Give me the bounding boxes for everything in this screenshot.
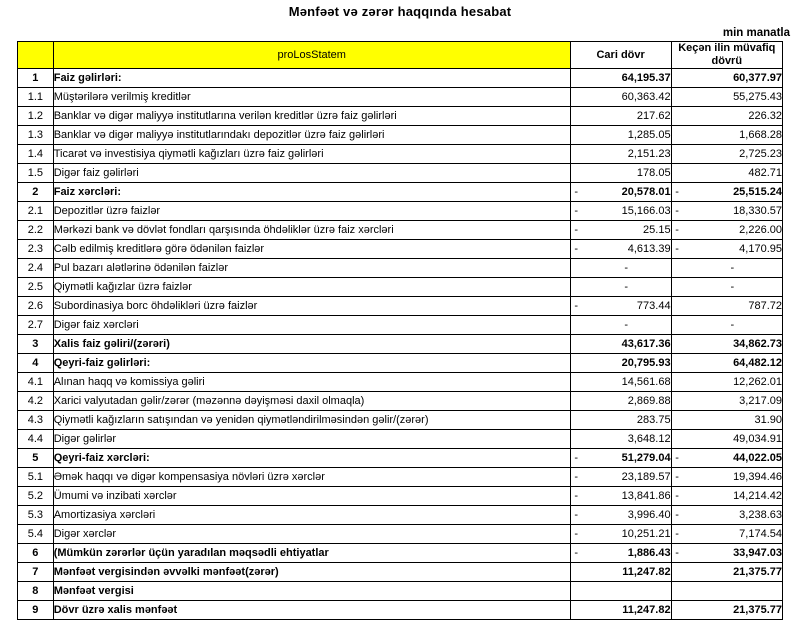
table-row <box>18 411 783 430</box>
previous-period-value: 226.32 <box>683 107 783 126</box>
row-label: Alınan haqq və komissiya gəliri <box>53 373 570 392</box>
table-row <box>18 506 783 525</box>
row-label: Mənfəət vergisi <box>53 582 570 601</box>
previous-period-sign: - <box>671 506 683 525</box>
current-period-sign <box>570 335 582 354</box>
table-row <box>18 373 783 392</box>
row-label: Qiymətli kağızlar üzrə faizlər <box>53 278 570 297</box>
row-label: Ticarət və investisiya qiymətli kağızları üzrə faiz gəlirləri <box>53 145 570 164</box>
table-row <box>18 354 783 373</box>
row-label: Xalis faiz gəliri/(zərəri) <box>53 335 570 354</box>
row-label: Faiz gəlirləri: <box>53 69 570 88</box>
current-period-value: 2,151.23 <box>582 145 671 164</box>
previous-period-value: - <box>683 316 783 335</box>
row-number: 2.1 <box>18 202 54 221</box>
row-label: Digər faiz gəlirləri <box>53 164 570 183</box>
previous-period-value: 4,170.95 <box>683 240 783 259</box>
row-number: 4.4 <box>18 430 54 449</box>
previous-period-sign <box>671 69 683 88</box>
profit-loss-table <box>17 41 783 620</box>
previous-period-value: 33,947.03 <box>683 544 783 563</box>
row-label: Əmək haqqı və digər kompensasiya növləri üzrə xərclər <box>53 468 570 487</box>
row-number: 5.3 <box>18 506 54 525</box>
current-period-value: 14,561.68 <box>582 373 671 392</box>
previous-period-sign <box>671 601 683 620</box>
current-period-sign: - <box>570 202 582 221</box>
header-current-period: Cari dövr <box>570 42 671 69</box>
table-row <box>18 468 783 487</box>
row-number: 2.2 <box>18 221 54 240</box>
previous-period-sign <box>671 335 683 354</box>
row-number: 2.5 <box>18 278 54 297</box>
previous-period-sign <box>671 392 683 411</box>
current-period-value: - <box>582 259 671 278</box>
previous-period-value: 787.72 <box>683 297 783 316</box>
current-period-value: 217.62 <box>582 107 671 126</box>
current-period-value: 51,279.04 <box>582 449 671 468</box>
current-period-value: 773.44 <box>582 297 671 316</box>
previous-period-sign <box>671 164 683 183</box>
previous-period-sign <box>671 411 683 430</box>
previous-period-sign <box>671 278 683 297</box>
previous-period-value: 3,238.63 <box>683 506 783 525</box>
row-number: 5.2 <box>18 487 54 506</box>
previous-period-sign <box>671 88 683 107</box>
row-number: 2.7 <box>18 316 54 335</box>
table-row <box>18 525 783 544</box>
current-period-sign: - <box>570 487 582 506</box>
current-period-sign <box>570 316 582 335</box>
row-number: 2.3 <box>18 240 54 259</box>
current-period-value: 15,166.03 <box>582 202 671 221</box>
previous-period-sign <box>671 316 683 335</box>
previous-period-sign <box>671 354 683 373</box>
row-label: Qeyri-faiz xərcləri: <box>53 449 570 468</box>
row-label: Mənfəət vergisindən əvvəlki mənfəət(zərər) <box>53 563 570 582</box>
row-number: 5.4 <box>18 525 54 544</box>
table-row <box>18 601 783 620</box>
current-period-value: 60,363.42 <box>582 88 671 107</box>
row-label: Cəlb edilmiş kreditlərə görə ödənilən faizlər <box>53 240 570 259</box>
current-period-sign <box>570 107 582 126</box>
previous-period-sign <box>671 582 683 601</box>
header-item-name: proLosStatem <box>53 42 570 69</box>
row-label: Banklar və digər maliyyə institutlarına verilən kreditlər üzrə faiz gəlirləri <box>53 107 570 126</box>
previous-period-sign: - <box>671 487 683 506</box>
previous-period-sign: - <box>671 525 683 544</box>
row-label: Mərkəzi bank və dövlət fondları qarşısında öhdəliklər üzrə faiz xərcləri <box>53 221 570 240</box>
previous-period-value: 14,214.42 <box>683 487 783 506</box>
table-row <box>18 392 783 411</box>
current-period-value: 3,648.12 <box>582 430 671 449</box>
header-row <box>18 42 783 69</box>
table-body <box>18 69 783 620</box>
row-label: Pul bazarı alətlərinə ödənilən faizlər <box>53 259 570 278</box>
current-period-value: - <box>582 278 671 297</box>
table-row <box>18 316 783 335</box>
table-row <box>18 107 783 126</box>
row-label: Digər faiz xərcləri <box>53 316 570 335</box>
previous-period-value: 55,275.43 <box>683 88 783 107</box>
previous-period-value: - <box>683 259 783 278</box>
current-period-value: 3,996.40 <box>582 506 671 525</box>
current-period-value: 11,247.82 <box>582 601 671 620</box>
previous-period-value: 1,668.28 <box>683 126 783 145</box>
current-period-sign <box>570 126 582 145</box>
row-label: (Mümkün zərərlər üçün yaradılan məqsədli ehtiyatlar <box>53 544 570 563</box>
table-row <box>18 430 783 449</box>
table-row <box>18 278 783 297</box>
current-period-sign <box>570 145 582 164</box>
row-number: 1 <box>18 69 54 88</box>
row-label: Ümumi və inzibati xərclər <box>53 487 570 506</box>
previous-period-value: 12,262.01 <box>683 373 783 392</box>
current-period-sign <box>570 411 582 430</box>
previous-period-sign <box>671 259 683 278</box>
row-number: 7 <box>18 563 54 582</box>
previous-period-value: 21,375.77 <box>683 601 783 620</box>
table-row <box>18 88 783 107</box>
current-period-sign: - <box>570 183 582 202</box>
current-period-sign <box>570 430 582 449</box>
row-number: 4.2 <box>18 392 54 411</box>
table-row <box>18 544 783 563</box>
previous-period-sign <box>671 107 683 126</box>
row-number: 1.3 <box>18 126 54 145</box>
row-number: 1.4 <box>18 145 54 164</box>
table-row <box>18 145 783 164</box>
current-period-value: - <box>582 316 671 335</box>
current-period-value: 64,195.37 <box>582 69 671 88</box>
current-period-value <box>582 582 671 601</box>
current-period-sign <box>570 392 582 411</box>
unit-note: min manatla <box>722 27 790 39</box>
current-period-sign <box>570 373 582 392</box>
table-row <box>18 164 783 183</box>
previous-period-value: 19,394.46 <box>683 468 783 487</box>
row-number: 4.1 <box>18 373 54 392</box>
current-period-value: 2,869.88 <box>582 392 671 411</box>
row-number: 1.1 <box>18 88 54 107</box>
row-label: Qeyri-faiz gəlirləri: <box>53 354 570 373</box>
row-number: 5.1 <box>18 468 54 487</box>
current-period-value: 20,795.93 <box>582 354 671 373</box>
row-label: Digər xərclər <box>53 525 570 544</box>
current-period-sign <box>570 69 582 88</box>
current-period-sign <box>570 88 582 107</box>
previous-period-sign: - <box>671 240 683 259</box>
previous-period-sign: - <box>671 183 683 202</box>
previous-period-value: 49,034.91 <box>683 430 783 449</box>
current-period-value: 1,285.05 <box>582 126 671 145</box>
row-number: 1.5 <box>18 164 54 183</box>
previous-period-sign: - <box>671 449 683 468</box>
current-period-sign: - <box>570 525 582 544</box>
current-period-sign: - <box>570 221 582 240</box>
previous-period-sign: - <box>671 221 683 240</box>
row-number: 9 <box>18 601 54 620</box>
row-number: 4.3 <box>18 411 54 430</box>
previous-period-sign <box>671 145 683 164</box>
current-period-sign <box>570 354 582 373</box>
row-label: Banklar və digər maliyyə institutlarındakı depozitlər üzrə faiz gəlirləri <box>53 126 570 145</box>
row-number: 3 <box>18 335 54 354</box>
current-period-value: 283.75 <box>582 411 671 430</box>
previous-period-value: 34,862.73 <box>683 335 783 354</box>
current-period-sign: - <box>570 544 582 563</box>
current-period-sign <box>570 582 582 601</box>
table-row <box>18 563 783 582</box>
previous-period-value: 31.90 <box>683 411 783 430</box>
previous-period-value: 2,226.00 <box>683 221 783 240</box>
previous-period-sign <box>671 126 683 145</box>
row-label: Amortizasiya xərcləri <box>53 506 570 525</box>
previous-period-sign <box>671 430 683 449</box>
row-label: Xarici valyutadan gəlir/zərər (məzənnə dəyişməsi daxil olmaqla) <box>53 392 570 411</box>
row-number: 8 <box>18 582 54 601</box>
row-number: 2 <box>18 183 54 202</box>
current-period-sign: - <box>570 297 582 316</box>
current-period-sign <box>570 164 582 183</box>
current-period-sign: - <box>570 240 582 259</box>
current-period-sign: - <box>570 506 582 525</box>
row-label: Dövr üzrə xalis mənfəət <box>53 601 570 620</box>
table-row <box>18 69 783 88</box>
row-number: 1.2 <box>18 107 54 126</box>
previous-period-sign <box>671 373 683 392</box>
previous-period-value: 18,330.57 <box>683 202 783 221</box>
current-period-sign <box>570 278 582 297</box>
table-row <box>18 126 783 145</box>
table-row <box>18 202 783 221</box>
page-title: Mənfəət və zərər haqqında hesabat <box>288 4 512 19</box>
current-period-value: 23,189.57 <box>582 468 671 487</box>
table-header <box>18 42 783 69</box>
table-row <box>18 449 783 468</box>
current-period-value: 11,247.82 <box>582 563 671 582</box>
row-label: Müştərilərə verilmiş kreditlər <box>53 88 570 107</box>
row-number: 6 <box>18 544 54 563</box>
current-period-value: 4,613.39 <box>582 240 671 259</box>
row-label: Digər gəlirlər <box>53 430 570 449</box>
current-period-sign: - <box>570 468 582 487</box>
row-label: Depozitlər üzrə faizlər <box>53 202 570 221</box>
header-previous-period: Keçən ilin müvafiq dövrü <box>671 42 782 69</box>
previous-period-sign <box>671 563 683 582</box>
current-period-value: 43,617.36 <box>582 335 671 354</box>
table-row <box>18 183 783 202</box>
current-period-sign <box>570 259 582 278</box>
header-row-number <box>18 42 54 69</box>
current-period-sign: - <box>570 449 582 468</box>
table-row <box>18 259 783 278</box>
table-row <box>18 297 783 316</box>
row-number: 2.6 <box>18 297 54 316</box>
current-period-sign <box>570 601 582 620</box>
previous-period-value: 44,022.05 <box>683 449 783 468</box>
table-row <box>18 221 783 240</box>
current-period-value: 20,578.01 <box>582 183 671 202</box>
current-period-value: 13,841.86 <box>582 487 671 506</box>
table-row <box>18 582 783 601</box>
previous-period-value: 25,515.24 <box>683 183 783 202</box>
previous-period-sign <box>671 297 683 316</box>
previous-period-value: 60,377.97 <box>683 69 783 88</box>
table-row <box>18 487 783 506</box>
previous-period-value <box>683 582 783 601</box>
previous-period-value: 3,217.09 <box>683 392 783 411</box>
previous-period-value: 7,174.54 <box>683 525 783 544</box>
row-label: Faiz xərcləri: <box>53 183 570 202</box>
current-period-value: 10,251.21 <box>582 525 671 544</box>
row-number: 2.4 <box>18 259 54 278</box>
previous-period-sign: - <box>671 202 683 221</box>
previous-period-sign: - <box>671 544 683 563</box>
previous-period-sign: - <box>671 468 683 487</box>
row-number: 4 <box>18 354 54 373</box>
current-period-value: 178.05 <box>582 164 671 183</box>
row-number: 5 <box>18 449 54 468</box>
previous-period-value: 64,482.12 <box>683 354 783 373</box>
row-label: Subordinasiya borc öhdəlikləri üzrə faizlər <box>53 297 570 316</box>
previous-period-value: - <box>683 278 783 297</box>
previous-period-value: 482.71 <box>683 164 783 183</box>
table-row <box>18 240 783 259</box>
previous-period-value: 2,725.23 <box>683 145 783 164</box>
current-period-value: 1,886.43 <box>582 544 671 563</box>
row-label: Qiymətli kağızların satışından və yenidən qiymətləndirilməsindən gəlir/(zərər) <box>53 411 570 430</box>
previous-period-value: 21,375.77 <box>683 563 783 582</box>
table-row <box>18 335 783 354</box>
current-period-sign <box>570 563 582 582</box>
current-period-value: 25.15 <box>582 221 671 240</box>
